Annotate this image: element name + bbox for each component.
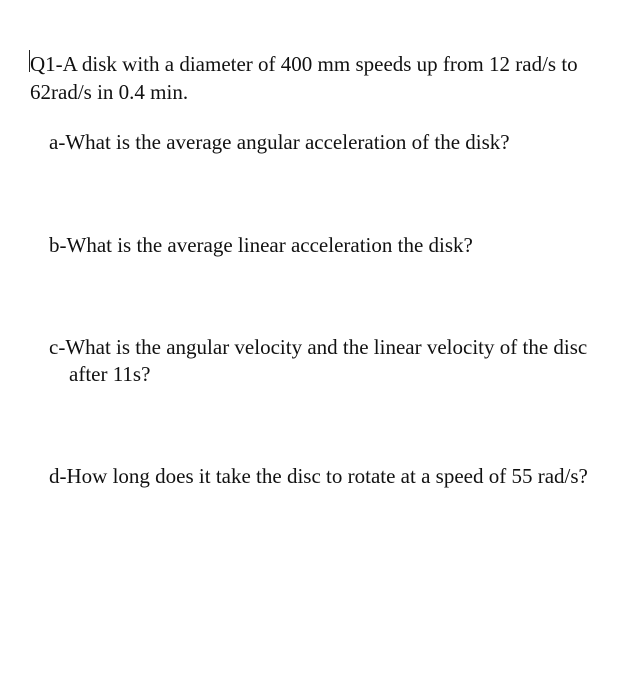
part-d: [49, 463, 609, 490]
part-d-label: d-: [49, 464, 67, 488]
part-a: [49, 129, 589, 156]
part-b-text: What is the average linear acceleration the disk?: [66, 233, 473, 257]
part-c-label: c-: [49, 335, 66, 359]
part-c-text: What is the angular velocity and the linear velocity of the disc after 11s?: [65, 335, 588, 386]
part-a-text: What is the average angular acceleration of the disk?: [65, 130, 510, 154]
part-c: [49, 334, 609, 388]
part-b-label: b-: [49, 233, 67, 257]
question-statement: Q1-A disk with a diameter of 400 mm speeds up from 12 rad/s to 62rad/s in 0.4 min.: [30, 52, 578, 104]
part-a-label: a-: [49, 130, 66, 154]
part-b: [49, 232, 589, 259]
part-d-text: How long does it take the disc to rotate at a speed of 55 rad/s?: [66, 464, 588, 488]
